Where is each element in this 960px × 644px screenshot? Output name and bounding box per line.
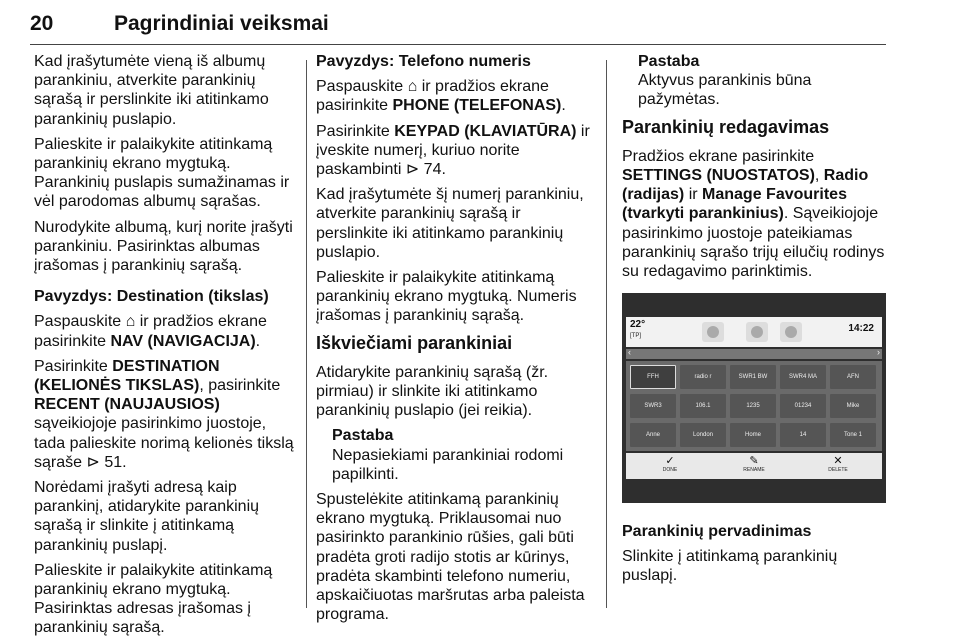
infotainment-screen-image (622, 293, 886, 503)
favourite-button: SWR3 (630, 394, 676, 418)
rename-button: ✎ RENAME (724, 455, 784, 477)
screen-action-bar (626, 453, 882, 479)
column-1 (34, 52, 296, 644)
paragraph: Pasirinkite DESTINATION (KELIONĖS TIKSLAS), pasirinkite RECENT (NAUJAUSIOS) sąveikiojoje pasirinkimo juostoje, tada palieskite norimą kelionės tikslą sąraše ⊳ 51. (34, 357, 294, 471)
phone-icon (746, 322, 768, 342)
favourite-button: 14 (780, 423, 826, 447)
example-title: Pavyzdys: Telefono numeris (316, 53, 531, 70)
favourite-button: 1235 (730, 394, 776, 418)
paragraph: Slinkite į atitinkamą parankinių puslapį. (622, 548, 838, 585)
paragraph: Palieskite ir palaikykite atitinkamą parankinių ekrano mygtuką. Numeris įrašomas į parankinių sąrašą. (316, 269, 577, 325)
paragraph: Kad įrašytumėte vieną iš albumų parankiniu, atverkite parankinių sąrašą ir perslinkite iki atitinkamo parankinių puslapio. (34, 53, 269, 128)
page-number: 20 (30, 12, 54, 35)
info-icon (780, 322, 802, 342)
favourite-button: SWR4 MA (780, 365, 826, 389)
paragraph: Paspauskite ⌂ ir pradžios ekrane pasirinkite NAV (NAVIGACIJA). (34, 313, 267, 350)
column-2 (316, 52, 594, 630)
close-icon: ✕ (833, 455, 843, 467)
note (622, 52, 890, 110)
temperature: 22° (630, 319, 646, 330)
column-divider (606, 60, 607, 608)
favourite-button: 106.1 (680, 394, 726, 418)
paragraph: Pasirinkite KEYPAD (KLAVIATŪRA) ir įveskite numerį, kuriuo norite paskambinti ⊳ 74. (316, 122, 590, 179)
chevron-left-icon: ‹ (628, 347, 631, 357)
paragraph: Atidarykite parankinių sąrašą (žr. pirmiau) ir slinkite iki atitinkamo parankinių puslapio (jei reikia). (316, 363, 549, 420)
header-rule (30, 44, 886, 45)
note (316, 426, 594, 484)
paragraph: Palieskite ir palaikykite atitinkamą parankinių ekrano mygtuką. Pasirinktas adresas įrašomas į parankinių sąrašą. (34, 561, 273, 637)
favourite-button: AFN (830, 365, 876, 389)
paragraph: Pradžios ekrane pasirinkite SETTINGS (NUOSTATOS), Radio (radijas) ir Manage Favourites (tvarkyti parankinius). Sąveikiojoje pasirinkimo juostoje pateikiamas parankinių sąrašo trijų eilučių rodinys su redagavimo parinktimis. (622, 147, 885, 281)
paragraph: Palieskite ir palaikykite atitinkamą parankinių ekrano mygtuką. Parankinių puslapis sumažinamas ir vėl parodomas albumų sąrašas. (34, 135, 290, 211)
sub-title: Parankinių pervadinimas (622, 523, 812, 540)
favourite-button: Mike (830, 394, 876, 418)
column-3 (622, 52, 890, 287)
section-heading: Parankinių redagavimas (622, 116, 830, 137)
paragraph: Kad įrašytumėte šį numerį parankiniu, atverkite parankinių sąrašą ir perslinkite iki atitinkamo parankinių puslapio. (316, 186, 584, 261)
favourite-button: Tone 1 (830, 423, 876, 447)
paragraph: Norėdami įrašyti adresą kaip parankinį, atidarykite parankinių sąrašą ir slinkite į atitinkamą parankinių puslapį. (34, 479, 260, 554)
favourite-button: 01234 (780, 394, 826, 418)
note-title: Pastaba (332, 427, 394, 445)
tp-indicator: [TP] (630, 333, 642, 339)
note-text: Aktyvus parankinis būna pažymėtas. (638, 72, 812, 109)
favourite-button: radio r (680, 365, 726, 389)
chevron-right-icon: › (877, 347, 880, 357)
home-icon: ⌂ (407, 78, 418, 96)
page-title: Pagrindiniai veiksmai (114, 12, 329, 35)
clock: 14:22 (848, 323, 874, 334)
note-text: Nepasiekiami parankiniai rodomi papilkinti. (332, 446, 564, 483)
screen-status-bar (626, 317, 882, 347)
favourites-grid (626, 361, 882, 451)
note-title: Pastaba (638, 53, 700, 70)
done-button: ✓ DONE (640, 455, 700, 477)
paragraph: Paspauskite ⌂ ir pradžios ekrane pasirinkite PHONE (TELEFONAS). (316, 78, 566, 115)
favourite-button: Home (730, 423, 776, 447)
page-header (30, 6, 886, 46)
music-icon (702, 322, 724, 342)
delete-button: ✕ DELETE (808, 455, 868, 477)
home-icon: ⌂ (125, 313, 136, 331)
favourite-button: SWR1 BW (730, 365, 776, 389)
paragraph: Nurodykite albumą, kurį norite įrašyti parankiniu. Pasirinktas albumas įrašomas į parankinių sąrašą. (34, 218, 293, 275)
example-title: Pavyzdys: Destination (tikslas) (34, 288, 269, 306)
favourite-button: London (680, 423, 726, 447)
check-icon: ✓ (665, 455, 675, 467)
column-divider (306, 60, 307, 608)
section-heading: Iškviečiami parankiniai (316, 332, 513, 353)
column-3-bottom (622, 522, 890, 592)
screen-scroll-bar (626, 349, 882, 359)
favourite-button: Anne (630, 423, 676, 447)
paragraph: Spustelėkite atitinkamą parankinių ekrano mygtuką. Priklausomai nuo pasirinkto parankinio rūšies, gali būti pradėta groti radijo stotis ar kūrinys, pradėta skambinti telefono numeriu, apskaičiuotas maršrutas arba paleista programa. (316, 491, 585, 624)
pencil-icon: ✎ (749, 455, 759, 467)
favourite-button: FFH (630, 365, 676, 389)
